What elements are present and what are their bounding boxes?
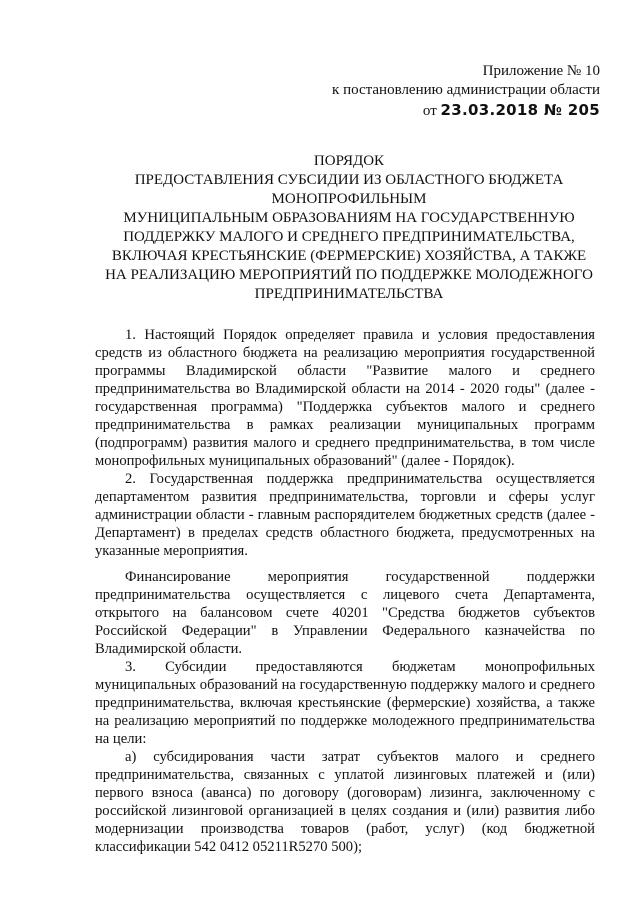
paragraph-2: 2. Государственная поддержка предпринимательства осуществляется департаментом развития предпринимательства, торговли и сферы услуг администрации области - главным распорядителем бюджетных средств (далее - Департамент) в пределах средств областного бюджета, предусмотренных на указанные мероприятия. bbox=[95, 471, 595, 559]
appendix-number: Приложение № 10 bbox=[482, 63, 600, 79]
date-stamp: 23.03.2018 № 205 bbox=[440, 101, 600, 119]
title-line: МУНИЦИПАЛЬНЫМ ОБРАЗОВАНИЯМ НА ГОСУДАРСТВЕННУЮ bbox=[123, 210, 575, 226]
paragraph-1: 1. Настоящий Порядок определяет правила и условия предоставления средств из областного бюджета на реализацию мероприятия государственной программы Владимирской области "Развитие малого и среднего предпринимательства во Владимирской области на 2014 - 2020 годы" (далее - государственная программа) "Поддержка субъектов малого и среднего предпринимательства в рамках реализации муниципальных программ (подпрограмм) развития малого и среднего предпринимательства, в том числе монопрофильных муниципальных образований" (далее - Порядок). bbox=[95, 327, 595, 469]
title-line: ПРЕДПРИНИМАТЕЛЬСТВА bbox=[254, 286, 444, 302]
title-line: ПОРЯДОК bbox=[313, 153, 385, 169]
paragraph-financing: Финансирование мероприятия государственной поддержки предпринимательства осуществляется с лицевого счета Департамента, открытого на балансовом счете 40201 "Средства бюджетов субъектов Российской Федерации" в Управлении Федерального казначейства по Владимирской области. bbox=[95, 569, 595, 657]
date-prefix: от bbox=[422, 103, 437, 119]
paragraph-3: 3. Субсидии предоставляются бюджетам монопрофильных муниципальных образований на государственную поддержку малого и среднего предпринимательства, включая крестьянские (фермерские) хозяйства, а также на реализацию мероприятий по поддержке молодежного предпринимательства на цели: bbox=[95, 659, 595, 747]
title-line: НА РЕАЛИЗАЦИЮ МЕРОПРИЯТИЙ ПО ПОДДЕРЖКЕ МОЛОДЕЖНОГО bbox=[105, 267, 593, 283]
appendix-date-line bbox=[332, 101, 600, 121]
title-line: ПРЕДОСТАВЛЕНИЯ СУБСИДИИ ИЗ ОБЛАСТНОГО БЮДЖЕТА bbox=[134, 172, 564, 188]
appendix-header bbox=[332, 62, 600, 121]
title-line: МОНОПРОФИЛЬНЫМ bbox=[271, 191, 427, 207]
title-line: ПОДДЕРЖКУ МАЛОГО И СРЕДНЕГО ПРЕДПРИНИМАТЕЛЬСТВА, bbox=[123, 229, 575, 245]
document-title bbox=[98, 152, 600, 304]
appendix-reference: к постановлению администрации области bbox=[332, 82, 600, 98]
title-line: ВКЛЮЧАЯ КРЕСТЬЯНСКИЕ (ФЕРМЕРСКИЕ) ХОЗЯЙСТВА, А ТАКЖЕ bbox=[111, 248, 587, 264]
paragraph-3a: а) субсидирования части затрат субъектов малого и среднего предпринимательства, связанных с уплатой лизинговых платежей и (или) первого взноса (аванса) по договору (договорам) лизинга, заключенному с российской лизинговой организацией в целях создания и (или) развития либо модернизации производства товаров (работ, услуг) (код бюджетной классификации 542 0412 05211R5270 500); bbox=[95, 749, 595, 855]
document-body bbox=[95, 326, 595, 856]
